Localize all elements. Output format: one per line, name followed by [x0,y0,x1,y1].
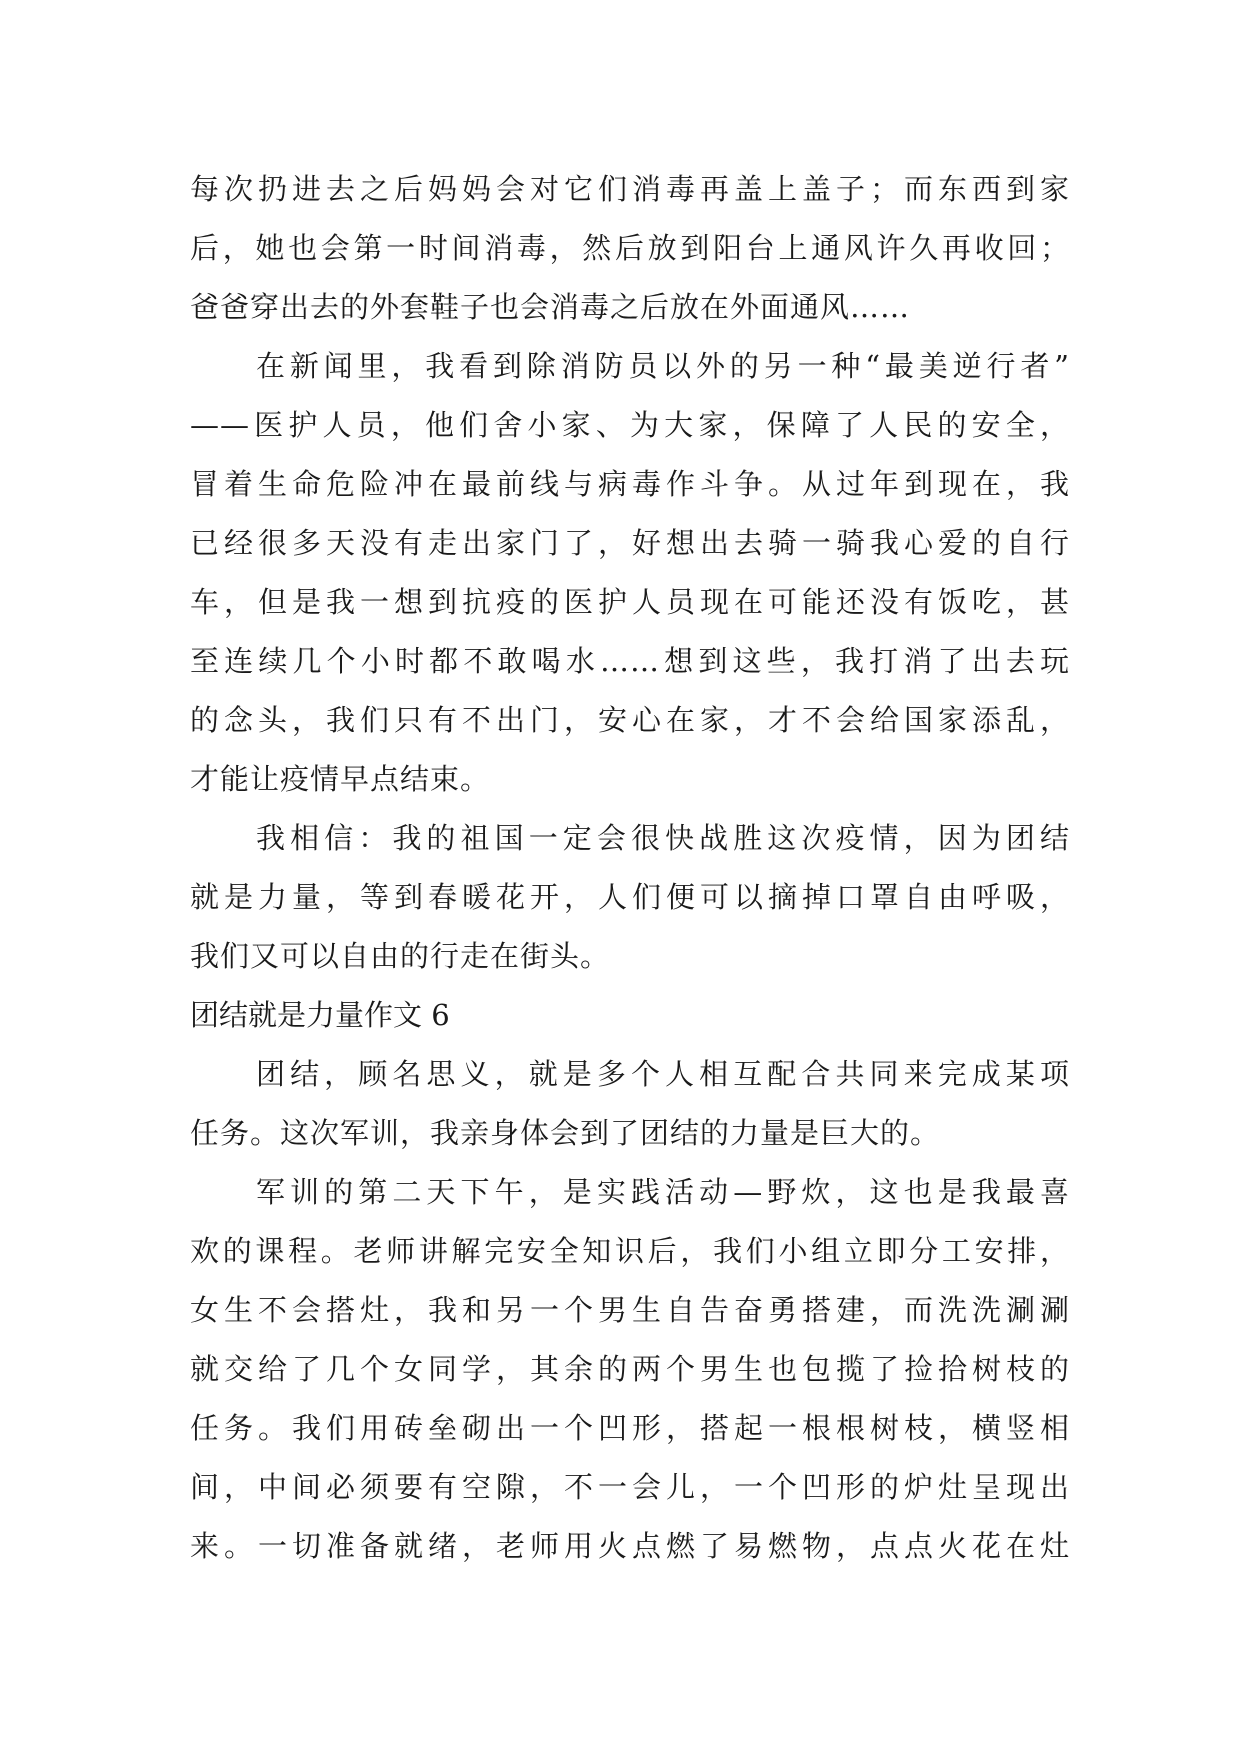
section-heading: 团结就是力量作文 6 [190,998,450,1032]
text-line: 军训的第二天下午，是实践活动—野炊，这也是我最喜 [256,1175,1070,1209]
text-line: 后，她也会第一时间消毒，然后放到阳台上通风许久再收回； [190,231,1070,265]
text-line: 我们又可以自由的行走在街头。 [190,939,611,973]
text-line: 间，中间必须要有空隙，不一会儿，一个凹形的炉灶呈现出 [190,1470,1070,1504]
text-line: 任务。这次军训，我亲身体会到了团结的力量是巨大的。 [190,1116,941,1150]
text-line: 车，但是我一想到抗疫的医护人员现在可能还没有饭吃，甚 [190,585,1070,619]
text-line: 才能让疫情早点结束。 [190,762,491,796]
text-line: 的念头，我们只有不出门，安心在家，才不会给国家添乱， [190,703,1070,737]
text-line: 就交给了几个女同学，其余的两个男生也包揽了捡拾树枝的 [190,1352,1070,1386]
text-line: 欢的课程。老师讲解完安全知识后，我们小组立即分工安排， [190,1234,1070,1268]
text-line: 任务。我们用砖垒砌出一个凹形，搭起一根根树枝，横竖相 [190,1411,1070,1445]
text-line: 团结，顾名思义，就是多个人相互配合共同来完成某项 [256,1057,1070,1091]
text-line: 冒着生命危险冲在最前线与病毒作斗争。从过年到现在，我 [190,467,1070,501]
text-line: 我相信：我的祖国一定会很快战胜这次疫情，因为团结 [256,821,1070,855]
document-body [190,160,1070,1576]
text-line: 女生不会搭灶，我和另一个男生自告奋勇搭建，而洗洗涮涮 [190,1293,1070,1327]
text-line: ——医护人员，他们舍小家、为大家，保障了人民的安全， [190,408,1070,442]
text-line: 已经很多天没有走出家门了，好想出去骑一骑我心爱的自行 [190,526,1070,560]
text-line: 就是力量，等到春暖花开，人们便可以摘掉口罩自由呼吸， [190,880,1070,914]
text-line: 爸爸穿出去的外套鞋子也会消毒之后放在外面通风…… [190,290,911,324]
text-line: 每次扔进去之后妈妈会对它们消毒再盖上盖子；而东西到家 [190,172,1070,206]
text-line: 至连续几个小时都不敢喝水……想到这些，我打消了出去玩 [190,644,1070,678]
text-line: 来。一切准备就绪，老师用火点燃了易燃物，点点火花在灶 [190,1529,1070,1563]
text-line: 在新闻里，我看到除消防员以外的另一种“最美逆行者” [256,349,1070,383]
